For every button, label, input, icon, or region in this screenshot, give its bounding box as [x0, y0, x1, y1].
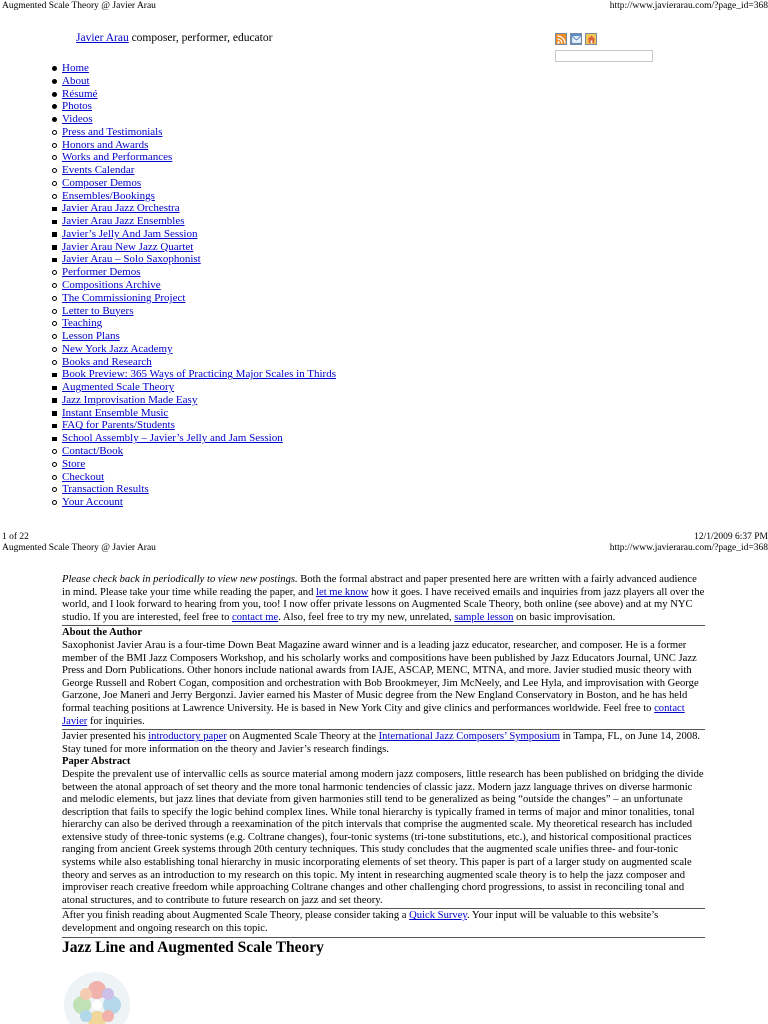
nav-link[interactable]: Javier Arau Jazz Orchestra — [62, 202, 180, 215]
nav-link[interactable]: Performer Demos — [62, 266, 141, 279]
nav-link[interactable]: Events Calendar — [62, 164, 135, 177]
survey-paragraph — [62, 910, 705, 935]
presented-text-1: Javier presented his — [62, 731, 149, 743]
nav-item — [50, 458, 336, 471]
divider — [62, 625, 705, 626]
nav-item — [50, 177, 336, 190]
nav-item — [50, 228, 336, 241]
nav-item — [50, 394, 336, 407]
presented-paragraph — [62, 731, 705, 756]
nav-link[interactable]: Transaction Results — [62, 483, 149, 496]
intro-paragraph — [62, 574, 705, 624]
nav-item — [50, 305, 336, 318]
nav-link[interactable]: Book Preview: 365 Ways of Practicing Major Scales in Thirds — [62, 368, 336, 381]
site-name-link[interactable]: Javier Arau — [76, 32, 129, 44]
about-heading: About the Author — [62, 627, 143, 639]
nav-link[interactable]: Résumé — [62, 87, 98, 100]
nav-link[interactable]: Checkout — [62, 470, 105, 483]
nav-link[interactable]: FAQ for Parents/Students — [62, 419, 175, 432]
nav-link[interactable]: Instant Ensemble Music — [62, 406, 169, 419]
site-header — [76, 32, 272, 44]
nav-item — [50, 113, 336, 126]
nav-item — [50, 88, 336, 101]
nav-item — [50, 241, 336, 254]
nav-link[interactable]: Lesson Plans — [62, 330, 120, 343]
nav-link[interactable]: Photos — [62, 100, 92, 113]
nav-item — [50, 75, 336, 88]
nav-item — [50, 126, 336, 139]
nav-link[interactable]: Contact/Book — [62, 444, 124, 457]
presented-text-2: on Augmented Scale Theory at the — [226, 731, 379, 743]
header-icons — [555, 33, 597, 45]
nav-link[interactable]: Ensembles/Bookings — [62, 189, 155, 202]
main-content — [62, 574, 705, 957]
survey-text-1: After you finish reading about Augmented Scale Theory, please consider taking a — [62, 910, 410, 922]
nav-item — [50, 215, 336, 228]
nav-item — [50, 202, 336, 215]
intro-italic: Please check back in periodically to view new postings. — [62, 574, 298, 585]
nav-link[interactable]: Honors and Awards — [62, 138, 149, 151]
divider — [62, 908, 705, 909]
nav-link[interactable]: Augmented Scale Theory — [62, 381, 175, 394]
presented-text-3: in Tampa, FL, on June 14, 2008. Stay tuned for more information on the theory and Javier’s research findings. — [62, 731, 701, 755]
nav-item — [50, 139, 336, 152]
abstract-heading: Paper Abstract — [62, 756, 131, 768]
nav-item — [50, 471, 336, 484]
nav-item — [50, 381, 336, 394]
let-me-know-link[interactable]: let me know — [316, 586, 369, 598]
print-header-title: Augmented Scale Theory @ Javier Arau — [2, 1, 156, 11]
nav-item — [50, 432, 336, 445]
nav-link[interactable]: Javier Arau – Solo Saxophonist — [62, 253, 201, 266]
article-title: Jazz Line and Augmented Scale Theory — [62, 938, 324, 956]
nav-item — [50, 279, 336, 292]
nav-item — [50, 266, 336, 279]
nav-item — [50, 100, 336, 113]
nav-link[interactable]: Javier’s Jelly And Jam Session — [62, 227, 198, 240]
nav-link[interactable]: Compositions Archive — [62, 279, 161, 292]
nav-link[interactable]: Works and Performances — [62, 151, 173, 164]
nav-link[interactable]: Jazz Improvisation Made Easy — [62, 393, 198, 406]
print-header-title-2: Augmented Scale Theory @ Javier Arau — [2, 543, 156, 553]
contact-me-link[interactable]: contact me — [232, 611, 279, 623]
nav-item — [50, 407, 336, 420]
site-tagline: composer, performer, educator — [128, 32, 273, 44]
introductory-paper-link[interactable]: introductory paper — [148, 731, 227, 743]
sample-lesson-link[interactable]: sample lesson — [454, 611, 514, 623]
nav-link[interactable]: Javier Arau New Jazz Quartet — [62, 240, 194, 253]
nav-item — [50, 151, 336, 164]
nav-link[interactable]: Teaching — [62, 317, 103, 330]
nav-link[interactable]: Your Account — [62, 496, 123, 509]
nav-item — [50, 368, 336, 381]
intro-text-2: how it goes. I have received emails and inquiries from jazz players all over the world, and I look forward to hearing from you, too! I now offer private lessons on Augmented Scale Theory, both online (see above) and at my NYC studio. If you are interested, feel free to — [62, 586, 705, 623]
nav-item — [50, 190, 336, 203]
nav-link[interactable]: Videos — [62, 113, 93, 126]
nav-item — [50, 419, 336, 432]
survey-text-2: . Your input will be valuable to this website’s development and ongoing research on this topic. — [62, 910, 659, 935]
symposium-link[interactable]: International Jazz Composers’ Symposium — [378, 731, 560, 743]
divider — [62, 729, 705, 730]
nav-link[interactable]: School Assembly – Javier’s Jelly and Jam Session — [62, 432, 283, 445]
print-header-url: http://www.javierarau.com/?page_id=368 — [609, 1, 768, 11]
nav-link[interactable]: Composer Demos — [62, 176, 142, 189]
nav-item — [50, 317, 336, 330]
about-tail: for inquiries. — [87, 715, 145, 727]
nav-link[interactable]: About — [62, 74, 90, 87]
nav-link[interactable]: Home — [62, 62, 89, 74]
nav-link[interactable]: Books and Research — [62, 355, 152, 368]
intro-text-3: . Also, feel free to try my new, unrelated, — [278, 611, 455, 623]
search-input[interactable] — [555, 50, 653, 62]
email-icon[interactable] — [570, 33, 582, 45]
nav-item — [50, 164, 336, 177]
intro-text-1: Both the formal abstract and paper presented here are written with a fairly advanced audience in mind. Please take your time while reading the paper, and — [62, 574, 697, 598]
nav-link[interactable]: Letter to Buyers — [62, 304, 134, 317]
nav-item — [50, 496, 336, 509]
nav-link[interactable]: New York Jazz Academy — [62, 342, 173, 355]
intro-text-4: on basic improvisation. — [513, 611, 616, 623]
contact-javier-link[interactable]: contact Javier — [62, 702, 685, 727]
augmented-scale-logo-image — [62, 970, 132, 1024]
nav-item — [50, 62, 336, 75]
nav-link[interactable]: Press and Testimonials — [62, 125, 163, 138]
about-paragraph — [62, 640, 705, 728]
page-count: 1 of 22 — [2, 532, 29, 542]
divider — [62, 937, 705, 938]
nav-item — [50, 356, 336, 369]
quick-survey-link[interactable]: Quick Survey — [409, 910, 468, 922]
abstract-paragraph: Despite the prevalent use of intervallic cells as source material among modern jazz composers, little research has been published on bridging the divide between the atonal approach of set theory and the more tonal harmonic tendencies of classic jazz. Modern jazz language thrives on diverse harmonic and melodic elements, but jazz lines that deviate from given harmonies still tend to be generalized as being “outside the changes” – an unfortunate description that fails to specify the logic behind complex lines. While tonal hierarchy is typically framed in terms of major and minor tonalities, tonal hierarchy can also be derived through a reexamination of the pitch intervals that comprise the augmented scale. My theoretical research has included extensive study of three-tonic systems (e.g. Coltrane changes), four-tonic systems (tri-tone substitutions, etc.), and historical compositional practices ranging from ancient Greek systems through 20th century techniques. This study concludes that the augmented scale unifies three- and four-tonic systems while also establishing tonal hierarchy in music incorporating elements of set theory. This paper is part of a larger study on augmented scale theory and serves as an introduction to my research on this topic. My intent in researching augmented scale theory is to help the jazz composer and improviser reach creative freedom while approaching Coltrane changes and other challenging chord progressions, to assist in reconciling tonal and atonal structures, and to contribute to future research on jazz and set theory. — [62, 768, 704, 906]
nav-item — [50, 330, 336, 343]
home-icon[interactable] — [585, 33, 597, 45]
print-timestamp: 12/1/2009 6:37 PM — [694, 532, 768, 542]
print-header-url-2: http://www.javierarau.com/?page_id=368 — [609, 543, 768, 553]
rss-icon[interactable] — [555, 33, 567, 45]
nav-item — [50, 253, 336, 266]
nav-item — [50, 483, 336, 496]
nav-item — [50, 445, 336, 458]
nav-link[interactable]: Store — [62, 457, 86, 470]
nav-link[interactable]: Javier Arau Jazz Ensembles — [62, 215, 185, 228]
about-body: Saxophonist Javier Arau is a four-time Down Beat Magazine award winner and is a leading jazz educator, researcher, and composer. He is a former member of the BMI Jazz Composers Workshop, and his scholarly works and compositions have been published by Jazz Educators Journal, UNC Jazz Press and Dorn Publications. Other honors include national awards from IAJE, ASCAP, MENC, MTNA, and more. Javier studied music theory with George Russell and Robert Cogan, composition and orchestration with Bob Brookmeyer, Jim McNeely, and Lee Hyla, and improvisation with George Garzone, Joe Maneri and Jerry Bergonzi. Javier earned his Master of Music degree from the New England Conservatory in Boston, and he has held formal teaching positions at Lawrence University. He is based in New York City and give clinics and performances worldwide. Feel free to — [62, 639, 699, 714]
nav-link[interactable]: The Commissioning Project — [62, 291, 186, 304]
main-nav — [50, 62, 336, 509]
nav-item — [50, 343, 336, 356]
nav-item — [50, 292, 336, 305]
